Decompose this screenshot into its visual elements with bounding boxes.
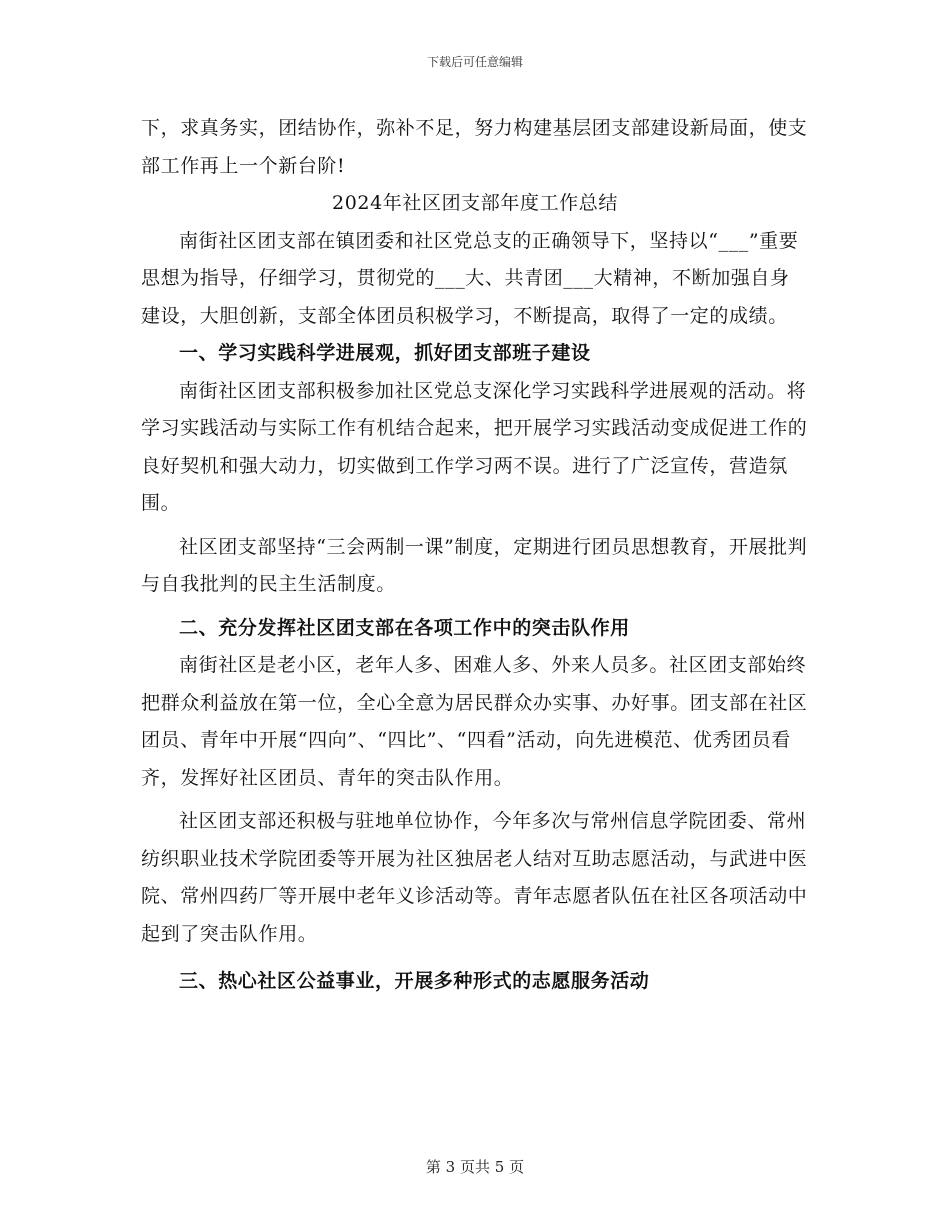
paragraph-continuation: 下，求真务实，团结协作，弥补不足，努力构建基层团支部建设新局面，使支部工作再上一个新台阶!: [141, 117, 808, 177]
page-footer: 第 3 页共 5 页: [425, 1158, 525, 1176]
paragraph-intro: 南街社区团支部在镇团委和社区党总支的正确领导下，坚持以“___”重要思想为指导，仔细学习，贯彻党的___大、共青团___大精神，不断加强自身建设，大胆创新，支部全体团员积极学习，不断提高，取得了一定的成绩。: [141, 229, 799, 327]
document-title: 2024年社区团支部年度工作总结: [332, 192, 618, 214]
section-heading-1: 一、学习实践科学进展观，抓好团支部班子建设: [179, 342, 591, 364]
paragraph-1a: 南街社区团支部积极参加社区党总支深化学习实践科学进展观的活动。将学习实践活动与实际工作有机结合起来，把开展学习实践活动变成促进工作的良好契机和强大动力，切实做到工作学习两不误。进行了广泛宣传，营造氛围。: [141, 379, 808, 514]
paragraph-2a: 南街社区是老小区，老年人多、困难人多、外来人员多。社区团支部始终把群众利益放在第一位，全心全意为居民群众办实事、办好事。团支部在社区团员、青年中开展“四向”、“四比”、“四看”活动，向先进模范、优秀团员看齐，发挥好社区团员、青年的突击队作用。: [141, 654, 808, 789]
section-heading-3: 三、热心社区公益事业，开展多种形式的志愿服务活动: [179, 970, 650, 992]
page-header: 下载后可任意编辑: [426, 55, 523, 69]
paragraph-1b: 社区团支部坚持“三会两制一课”制度，定期进行团员思想教育，开展批判与自我批判的民主生活制度。: [141, 535, 808, 595]
section-heading-2: 二、充分发挥社区团支部在各项工作中的突击队作用: [179, 616, 630, 639]
document-body: [141, 110, 809, 1001]
paragraph-2b: 社区团支部还积极与驻地单位协作，今年多次与常州信息学院团委、常州纺织职业技术学院团委等开展为社区独居老人结对互助志愿活动，与武进中医院、常州四药厂等开展中老年义诊活动等。青年志愿者队伍在社区各项活动中起到了突击队作用。: [141, 810, 808, 945]
